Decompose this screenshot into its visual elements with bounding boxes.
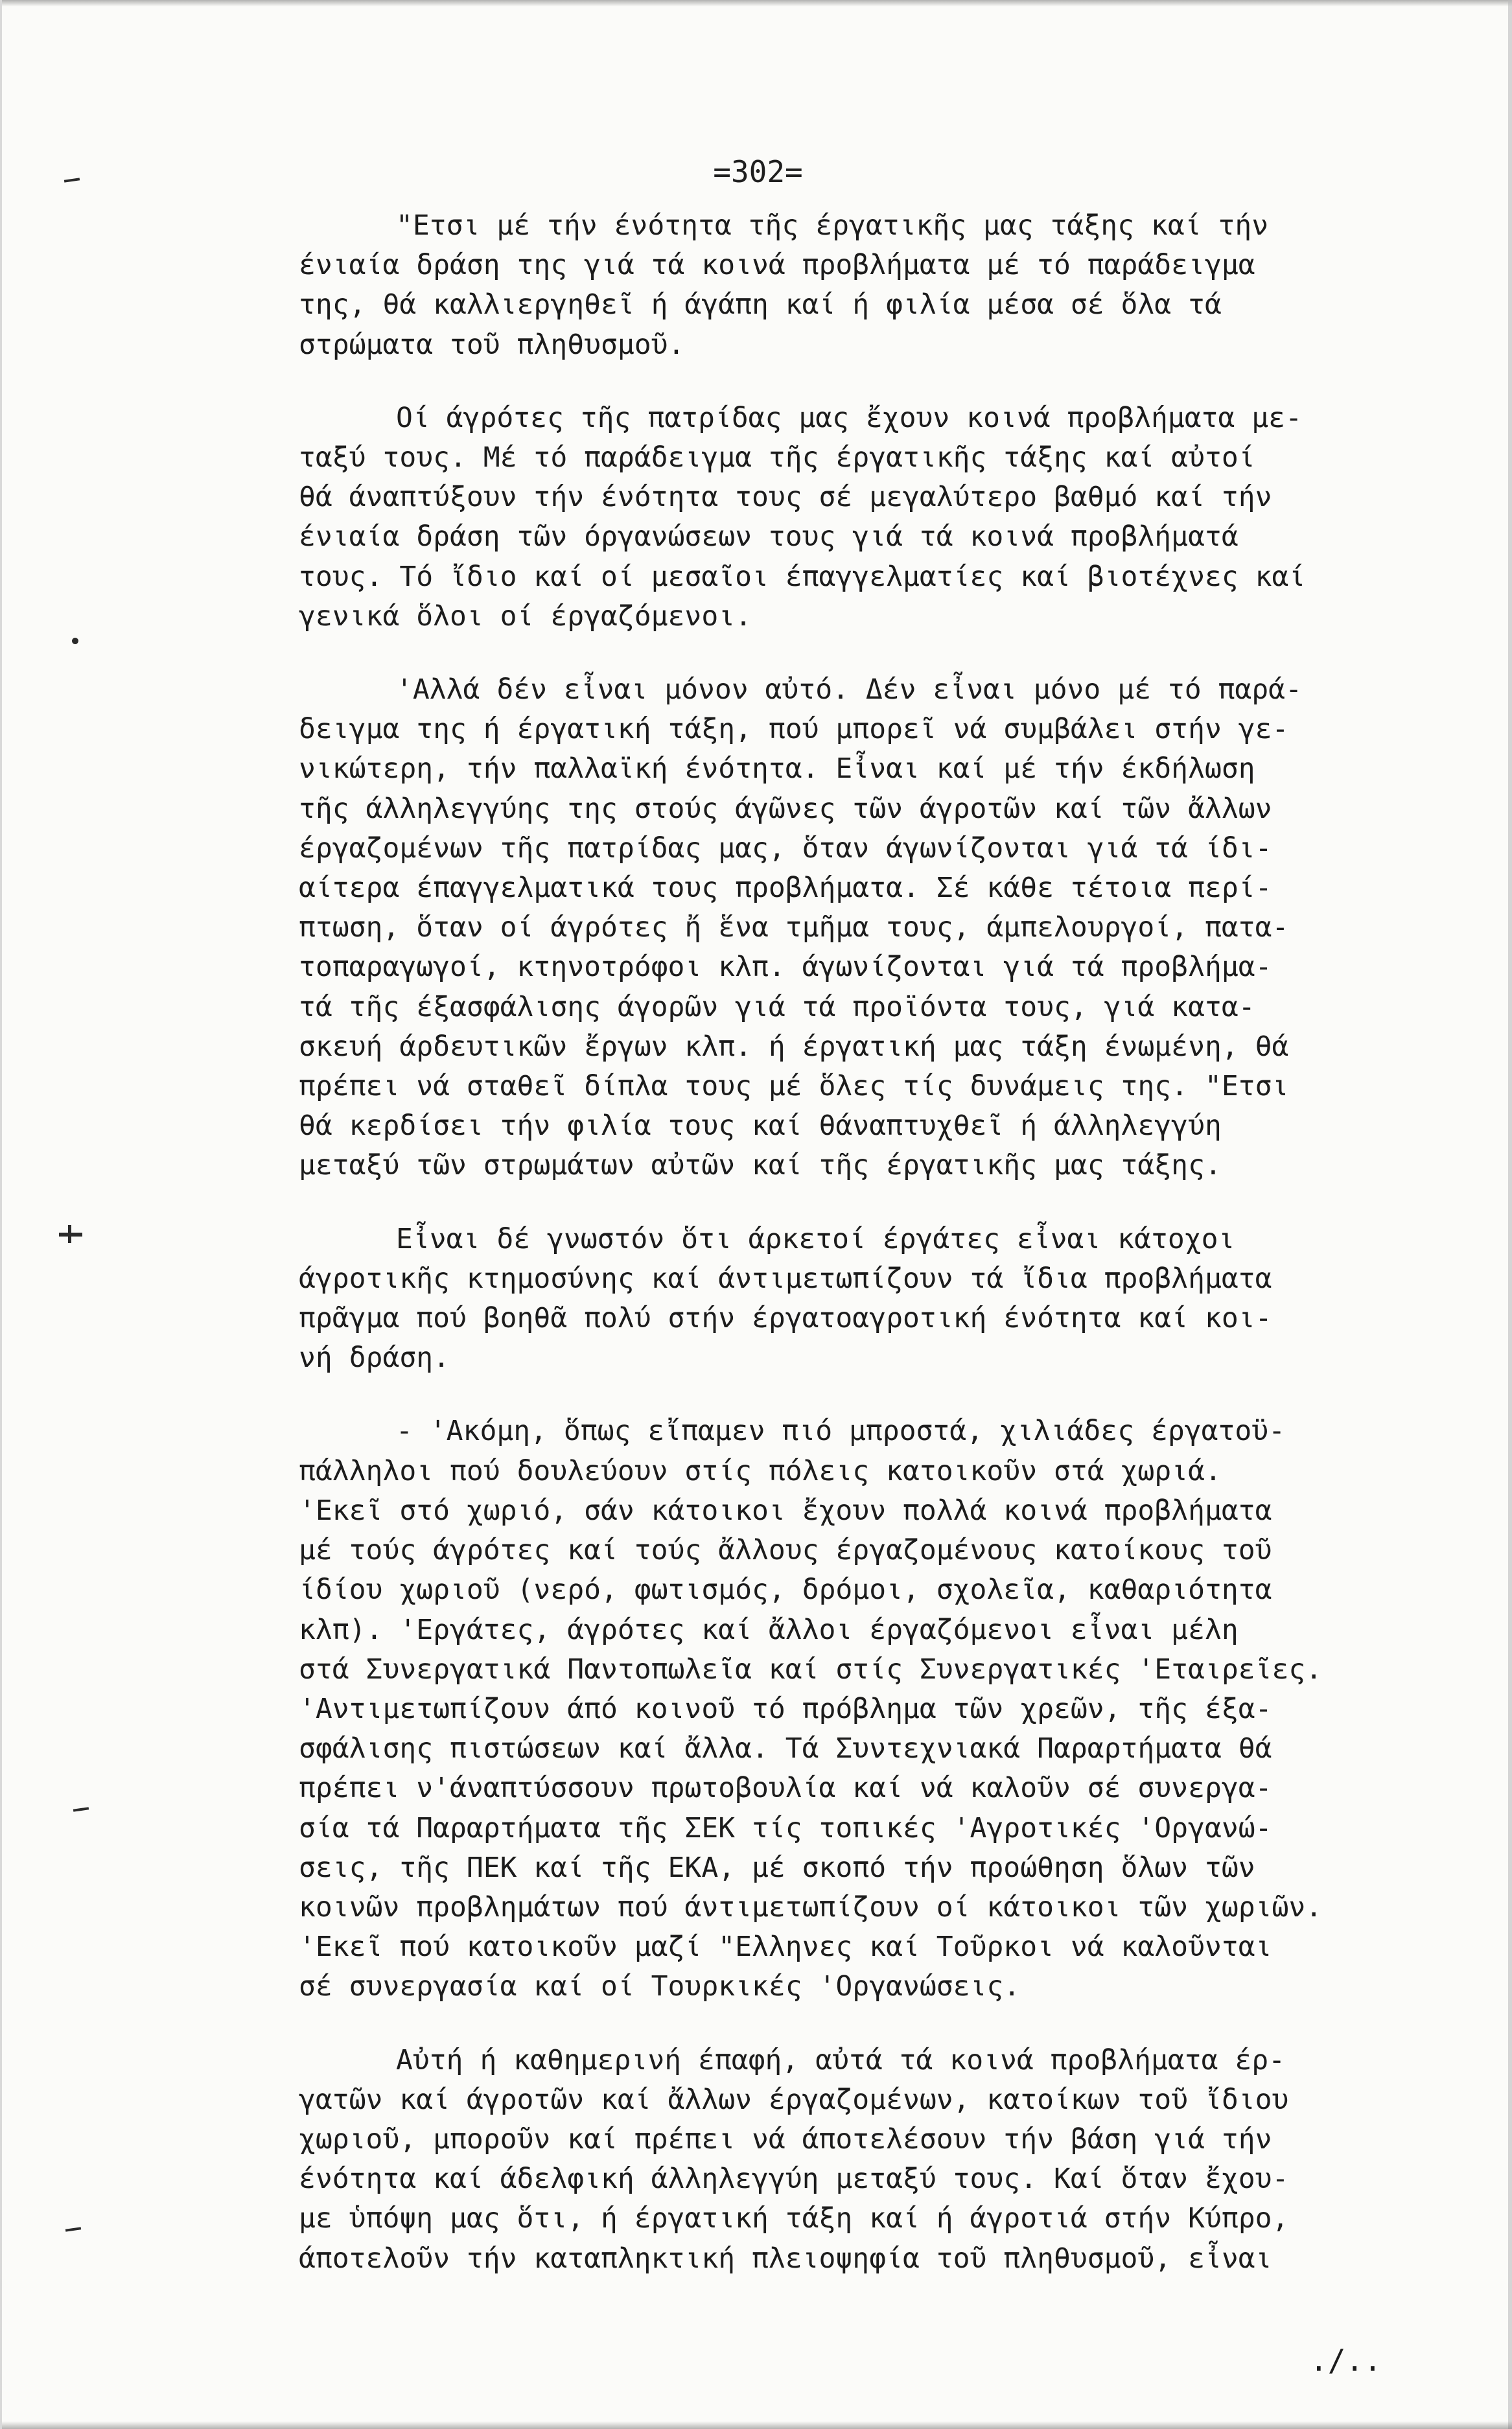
text-line: ταξύ τους. Μέ τό παράδειγμα τῆς έργατικῆς τάξης καί αὐτοί [299, 441, 1255, 474]
text-line: πρέπει ν'άναπτύσσουν πρωτοβουλία καί νά καλοῦν σέ συνεργα- [299, 1772, 1272, 1805]
text-line: 'Αντιμετωπίζουν άπό κοινοῦ τό πρόβλημα τῶν χρεῶν, τῆς έξα- [299, 1692, 1272, 1725]
text-line: άποτελοῦν τήν καταπληκτική πλειοψηφία τοῦ πληθυσμοῦ, εἶναι [299, 2242, 1272, 2275]
text-line: στά Συνεργατικά Παντοπωλεῖα καί στίς Συνεργατικές 'Εταιρεῖες. [299, 1653, 1323, 1686]
text-line: ίδίου χωριοῦ (νερό, φωτισμός, δρόμοι, σχολεῖα, καθαριότητα [299, 1574, 1272, 1607]
text-line: Εἶναι δέ γνωστόν ὅτι άρκετοί έργάτες εἶναι κάτοχοι [396, 1222, 1235, 1255]
text-line: γατῶν καί άγροτῶν καί ἄλλων έργαζομένων, κατοίκων τοῦ ἴδιου [299, 2083, 1289, 2116]
text-line: με ὑπόψη μας ὅτι, ή έργατική τάξη καί ή άγροτιά στήν Κύπρο, [299, 2202, 1289, 2235]
text-line: ένιαία δράση τῶν όργανώσεων τους γιά τά κοινά προβλήματά [299, 520, 1239, 553]
scan-top-edge [2, 0, 1512, 6]
text-line: τῆς άλληλεγγύης της στούς άγῶνες τῶν άγροτῶν καί τῶν ἄλλων [299, 792, 1272, 825]
paragraph [299, 399, 1491, 636]
text-line: πτωση, ὅταν οί άγρότες ἤ ἕνα τμῆμα τους, άμπελουργοί, πατα- [299, 911, 1289, 944]
document-body [299, 206, 1491, 2312]
text-line: σφάλισης πιστώσεων καί ἄλλα. Τά Συντεχνιακά Παραρτήματα θά [299, 1732, 1272, 1765]
text-line: σκευή άρδευτικῶν ἔργων κλπ. ή έργατική μας τάξη ένωμένη, θά [299, 1030, 1289, 1063]
text-line: θά άναπτύξουν τήν ένότητα τους σέ μεγαλύτερο βαθμό καί τήν [299, 481, 1272, 514]
text-line: έργαζομένων τῆς πατρίδας μας, ὅταν άγωνίζονται γιά τά ίδι- [299, 831, 1272, 865]
text-line: στρώματα τοῦ πληθυσμοῦ. [299, 328, 685, 361]
paragraph [299, 206, 1491, 365]
text-line: τοπαραγωγοί, κτηνοτρόφοι κλπ. άγωνίζονται γιά τά προβλήμα- [299, 951, 1272, 984]
page-number: =302= [713, 154, 803, 189]
text-line: ένιαία δράση της γιά τά κοινά προβλήματα μέ τό παράδειγμα [299, 249, 1255, 282]
margin-cross-mark [59, 1233, 82, 1237]
paragraph [299, 1220, 1491, 1378]
text-line: αίτερα έπαγγελματικά τους προβλήματα. Σέ κάθε τέτοια περί- [299, 872, 1272, 905]
text-line: Οί άγρότες τῆς πατρίδας μας ἔχουν κοινά προβλήματα με- [396, 401, 1302, 434]
text-line: μεταξύ τῶν στρωμάτων αὐτῶν καί τῆς έργατικῆς μας τάξης. [299, 1149, 1222, 1182]
margin-dot-mark [71, 637, 78, 644]
text-line: πρᾶγμα πού βοηθᾶ πολύ στήν έργατοαγροτική ένότητα καί κοι- [299, 1302, 1272, 1335]
text-line: χωριοῦ, μποροῦν καί πρέπει νά άποτελέσουν τήν βάση γιά τήν [299, 2122, 1272, 2156]
text-line: της, θά καλλιεργηθεῖ ή άγάπη καί ή φιλία μέσα σέ ὅλα τά [299, 288, 1222, 321]
text-line: θά κερδίσει τήν φιλία τους καί θάναπτυχθεῖ ή άλληλεγγύη [299, 1110, 1222, 1143]
text-line: - 'Ακόμη, ὅπως εἴπαμεν πιό μπροστά, χιλιάδες έργατοϋ- [396, 1415, 1286, 1448]
text-line: 'Εκεῖ στό χωριό, σάν κάτοικοι ἔχουν πολλά κοινά προβλήματα [299, 1494, 1272, 1527]
text-line: πρέπει νά σταθεῖ δίπλα τους μέ ὅλες τίς δυνάμεις της. "Ετσι [299, 1070, 1289, 1103]
text-line: κοινῶν προβλημάτων πού άντιμετωπίζουν οί κάτοικοι τῶν χωριῶν. [299, 1890, 1323, 1923]
paragraph [299, 1412, 1491, 2006]
text-line: 'Εκεῖ πού κατοικοῦν μαζί "Ελληνες καί Τοῦρκοι νά καλοῦνται [299, 1931, 1272, 1964]
text-line: σία τά Παραρτήματα τῆς ΣΕΚ τίς τοπικές 'Αγροτικές 'Οργανώ- [299, 1811, 1272, 1844]
paragraph [299, 2041, 1491, 2279]
text-line: γενικά ὅλοι οί έργαζόμενοι. [299, 599, 752, 633]
text-line: "Ετσι μέ τήν ένότητα τῆς έργατικῆς μας τάξης καί τήν [396, 209, 1269, 242]
text-line: πάλληλοι πού δουλεύουν στίς πόλεις κατοικοῦν στά χωριά. [299, 1454, 1222, 1487]
text-line: Αὐτή ή καθημερινή έπαφή, αὐτά τά κοινά προβλήματα έρ- [396, 2043, 1286, 2076]
text-line: δειγμα της ή έργατική τάξη, πού μπορεῖ νά συμβάλει στήν γε- [299, 713, 1289, 746]
text-line: τά τῆς έξασφάλισης άγορῶν γιά τά προϊόντα τους, γιά κατα- [299, 990, 1255, 1023]
scan-right-edge [1508, 0, 1512, 2429]
text-line: νή δράση. [299, 1342, 450, 1375]
text-line: 'Αλλά δέν εἶναι μόνον αὐτό. Δέν εἶναι μόνο μέ τό παρά- [396, 673, 1302, 706]
text-line: νικώτερη, τήν παλλαϊκή ένότητα. Εἶναι καί μέ τήν έκδήλωση [299, 752, 1255, 785]
text-line: τους. Τό ἴδιο καί οί μεσαῖοι έπαγγελματίες καί βιοτέχνες καί [299, 560, 1306, 593]
text-line: κλπ). 'Εργάτες, άγρότες καί ἄλλοι έργαζόμενοι εἶναι μέλη [299, 1613, 1239, 1646]
text-line: ένότητα καί άδελφική άλληλεγγύη μεταξύ τους. Καί ὅταν ἔχου- [299, 2163, 1289, 2196]
text-line: σεις, τῆς ΠΕΚ καί τῆς ΕΚΑ, μέ σκοπό τήν προώθηση ὅλων τῶν [299, 1851, 1255, 1884]
text-line: άγροτικῆς κτημοσύνης καί άντιμετωπίζουν τά ἴδια προβλήματα [299, 1262, 1272, 1295]
margin-tick-mark [65, 2227, 81, 2231]
continuation-marker: ./.. [1310, 2343, 1382, 2378]
scan-bottom-edge [2, 2421, 1512, 2429]
margin-tick-mark [73, 1807, 89, 1811]
paragraph [299, 670, 1491, 1186]
text-line: σέ συνεργασία καί οί Τουρκικές 'Οργανώσεις. [299, 1970, 1021, 2003]
text-line: μέ τούς άγρότες καί τούς ἄλλους έργαζομένους κατοίκους τοῦ [299, 1534, 1272, 1567]
